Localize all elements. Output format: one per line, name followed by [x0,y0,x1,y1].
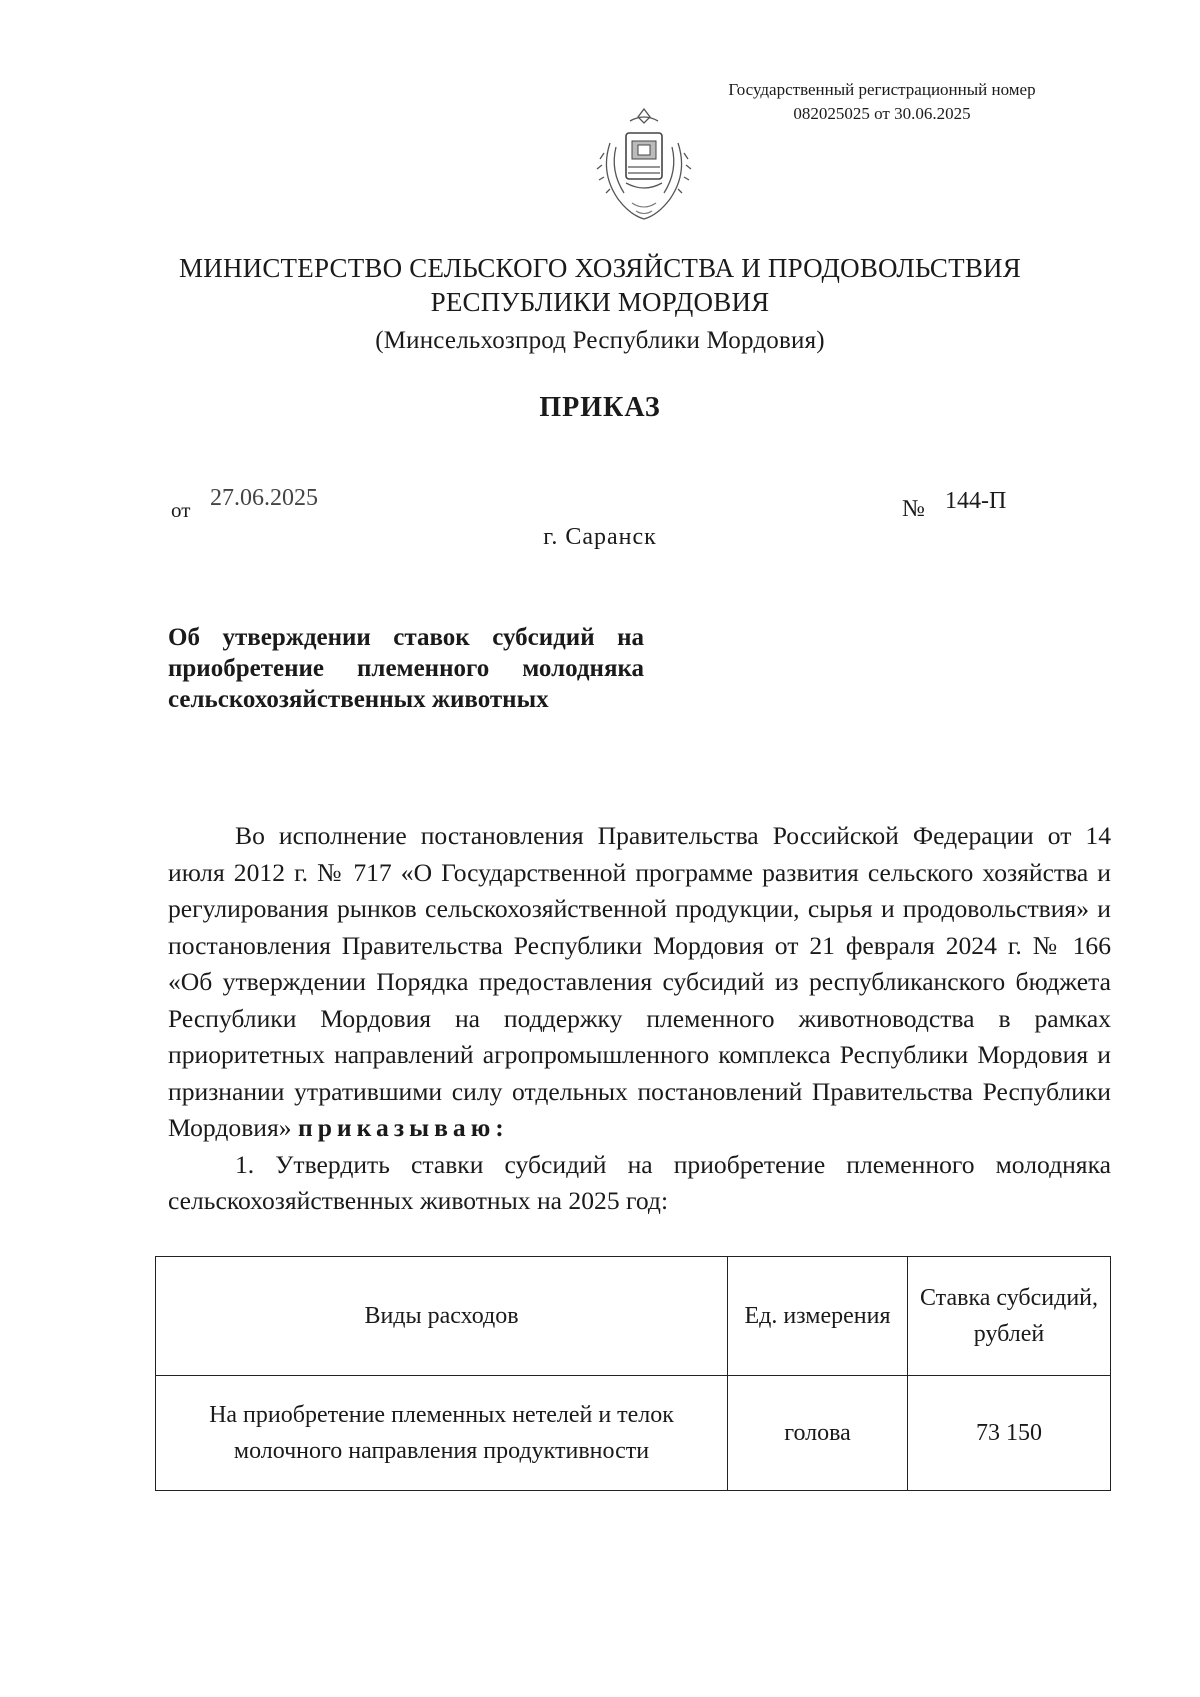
table-cell-expense-type: На приобретение племенных нетелей и телок молочного направления продуктивности [156,1376,728,1491]
registration-line-2: 082025025 от 30.06.2025 [793,104,971,123]
date-prefix: от [171,498,191,522]
body-paragraph-1-text: Во исполнение постановления Правительства Российской Федерации от 14 июля 2012 г. № 717 «О Государственной программе развития сельского хозяйства и регулирования рынков сельскохозяйственной продукции, сырья и продовольствия» и постановления Правительства Республики Мордовия от 21 февраля 2024 г. № 166 «Об утверждении Порядка предоставления субсидий из республиканского бюджета Республики Мордовия на поддержку племенного животноводства в рамках приоритетных направлений агропромышленного комплекса Республики Мордовия и признании утратившими силу отдельных постановлений Правительства Республики Мордовия» [168,821,1111,1142]
table-header-expense-type: Виды расходов [156,1257,728,1376]
table-cell-rate: 73 150 [908,1376,1111,1491]
registration-line-1: Государственный регистрационный номер [728,80,1036,99]
table-header-row [156,1257,1111,1376]
order-directive: приказываю: [297,1113,509,1142]
body-paragraph-2: 1. Утвердить ставки субсидий на приобретение племенного молодняка сельскохозяйственных животных на 2025 год: [168,1149,1111,1215]
order-date: 27.06.2025 [210,485,318,511]
table-row [156,1376,1111,1491]
body-paragraph-1 [168,818,1111,1147]
ministry-name-line-2: РЕСПУБЛИКИ МОРДОВИЯ [430,287,770,317]
ministry-short-name: (Минсельхозпрод Республики Мордовия) [375,327,825,354]
table-header-unit: Ед. измерения [728,1257,908,1376]
document-type-title: ПРИКАЗ [539,392,661,423]
order-body [168,818,1111,1220]
table-header-rate: Ставка субсидий, рублей [908,1257,1111,1376]
order-number: 144-П [945,488,1007,514]
table-cell-unit: голова [728,1376,908,1491]
ministry-header [0,251,1200,358]
order-subject: Об утверждении ставок субсидий на приобретение племенного молодняка сельскохозяйственных животных [168,624,644,713]
registration-number-block [682,78,1082,126]
ministry-name-line-1: МИНИСТЕРСТВО СЕЛЬСКОГО ХОЗЯЙСТВА И ПРОДОВОЛЬСТВИЯ [179,253,1021,283]
city-name: г. Саранск [543,524,657,550]
number-sign: № [902,496,925,522]
coat-of-arms-mordovia-icon [588,103,700,225]
subsidy-rates-table [155,1256,1111,1491]
